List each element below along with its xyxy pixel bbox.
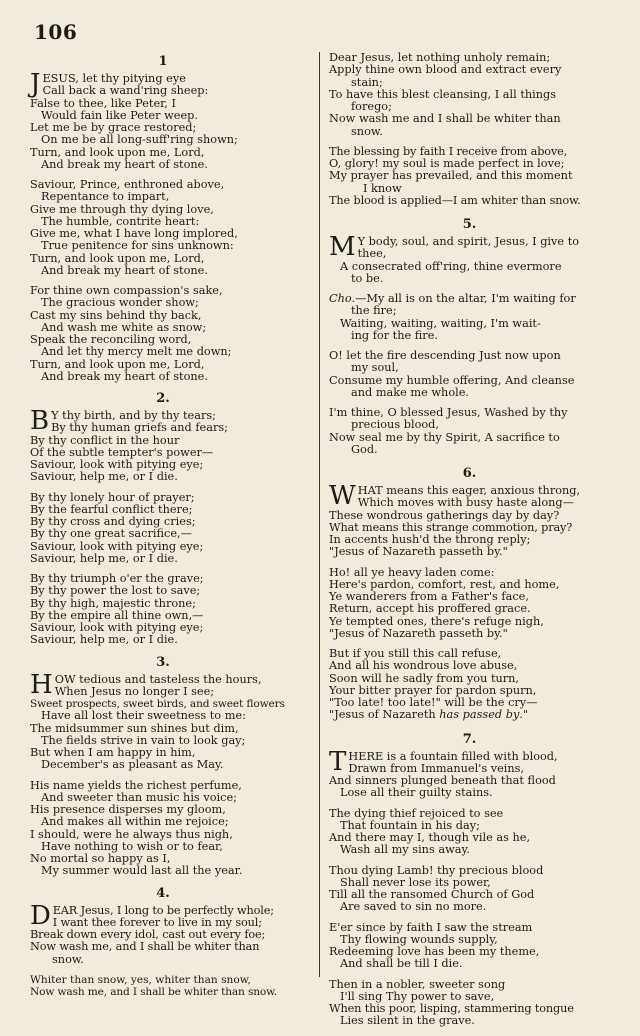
verse-line: Saviour, Prince, enthroned above, [30,178,225,191]
verse-line: His name yields the richest perfume, [30,778,242,792]
verse-line: JESUS, let thy pitying eye [30,69,186,99]
hymn-4-stanza-1 [30,900,296,966]
verse-line: By thy power the lost to save; [30,584,201,598]
verse-line: WHAT means this eager, anxious throng, [329,481,581,511]
hymn-5-stanza-1 [329,232,610,285]
verse-line: Turn, and look upon me, Lord, [30,251,205,265]
verse-line: By thy cross and dying cries; [30,515,196,528]
verse-line: Lies silent in the grave. [340,1014,475,1028]
verse-line: Ho! all ye heavy laden come: [329,565,495,579]
verse-line: BY thy birth, and by thy tears; [30,406,216,436]
hymn-number-6: 6. [462,466,477,481]
hymn-1-stanza-1 [30,69,296,171]
hymn-3-stanza-1 [30,669,296,772]
verse-line: And break my heart of stone. [41,157,208,171]
verse-line: Your bitter prayer for pardon spurn, [329,683,537,697]
verse-line: By thy triumph o'er the grave; [30,572,204,585]
verse-line: True penitence for sins unknown: [41,239,234,253]
verse-line: Drawn from Immanuel's veins, [348,761,525,775]
verse-line: "Too late! too late!" will be the cry— [329,696,538,709]
verse-line: God. [351,442,378,456]
hymn-4-stanza-3 [329,146,610,207]
verse-line: Turn, and look upon me, Lord, [30,145,205,159]
verse-line: By thy high, majestic throne; [30,596,196,610]
verse-line: Sweet prospects, sweet birds, and sweet flowers [30,698,285,710]
hymn-2-stanza-3 [30,573,296,647]
verse-line: "Jesus of Nazareth passeth by." [329,545,508,559]
verse-line: Call back a wand'ring sheep: [42,84,209,98]
left-column [30,52,296,1006]
chorus-label: Cho. [329,292,356,305]
verse-line: I know [363,181,402,195]
verse-line: and make me whole. [351,385,470,399]
verse-line: thee, [357,247,387,261]
hymn-number-1: 1 [158,54,168,69]
hymn-7-stanza-4 [329,922,610,971]
verse-line: O, glory! my soul is made perfect in love; [329,157,565,170]
hymn-3-stanza-2 [30,780,296,878]
verse-line: And break my heart of stone. [41,369,208,383]
verse-line: snow. [52,952,84,966]
hymn-7-stanza-2 [329,808,610,857]
verse-line: I'll sing Thy power to save, [340,989,495,1003]
verse-line: And sweeter than music his voice; [41,790,237,804]
verse-line: Consume my humble offering, And cleanse [329,373,575,387]
verse-line: stain; [351,75,383,89]
verse-line: To have this blest cleansing, I all things [329,87,557,101]
hymn-number-2: 2. [156,391,170,406]
hymn-6-stanza-2 [329,567,610,641]
verse-line: Wash all my sins away. [340,843,470,857]
verse-line: But if you still this call refuse, [329,647,502,660]
verse-line: Saviour, help me, or I die. [30,470,178,484]
verse-line: Here's pardon, comfort, rest, and home, [329,577,560,591]
verse-line: MY body, soul, and spirit, Jesus, I give to [329,232,580,262]
verse-line: Now seal me by thy Spirit, A sacrifice to [329,430,560,444]
verse-line: The fields strive in vain to look gay; [41,733,246,747]
verse-line: Thy flowing wounds supply, [340,932,498,946]
verse-line: Repentance to impart, [41,190,170,204]
verse-line: His presence disperses my gloom, [30,803,226,816]
hymn-7-stanza-3 [329,865,610,914]
verse-line: The humble, contrite heart: [41,214,200,228]
verse-line: Till all the ransomed Church of God [329,888,535,901]
refrain-line: Now wash me, and I shall be whiter than snow. [30,986,278,998]
verse-line: Saviour, look with pitying eye; [30,458,204,471]
verse-line: Break down every idol, cast out every foe; [30,928,266,941]
verse-line: And break my heart of stone. [41,263,208,277]
verse-line: Give me, what I have long implored, [30,227,238,240]
verse-line: Now wash me, and I shall be whiter than [30,940,260,954]
verse-line: Saviour, help me, or I die. [30,551,178,565]
verse-line: My summer would last all the year. [41,864,243,878]
verse-line: Soon will he sadly from you turn, [329,671,520,685]
verse-line: I'm thine, O blessed Jesus, Washed by thy [329,406,568,419]
hymn-number-4: 4. [156,885,170,901]
hymn-1-stanza-2 [30,179,296,277]
verse-line: Ye wanderers from a Father's face, [329,590,529,603]
verse-line: Return, accept his proffered grace. [329,602,531,616]
verse-line: Are saved to sin no more. [340,900,487,914]
verse-line: On me be all long-suff'ring shown; [41,133,238,147]
verse-fragment-italic: has passed by [439,708,520,722]
chorus-text: —My all is on the altar, I'm waiting for [355,292,576,305]
verse-line: forego; [351,100,392,113]
verse-line [329,709,610,721]
verse-line: For thine own compassion's sake, [30,284,223,297]
verse-line: When this poor, lisping, stammering tongue [329,1002,574,1015]
column-divider [319,52,320,977]
verse-line: What means this strange commotion, pray? [329,520,573,534]
hymn-4-stanza-2 [329,52,610,138]
verse-fragment: ." [519,708,529,722]
verse-line: DEAR Jesus, I long to be perfectly whole; [30,900,274,931]
verse-line: By thy lonely hour of prayer; [30,490,195,504]
verse-line: The gracious wonder show; [41,296,199,310]
hymn-2-stanza-2 [30,492,296,566]
chorus-line: ing for the fire. [351,328,438,342]
verse-line: precious blood, [351,418,439,432]
verse-line: Shall never lose its power, [340,875,491,889]
hymn-6-stanza-3 [329,648,610,722]
hymn-number-3: 3. [156,654,170,670]
verse-line: Let me be by grace restored; [30,121,197,134]
verse-line: And wash me white as snow; [41,320,207,334]
verse-line: The blood is applied—I am whiter than snow. [329,193,581,207]
verse-line: My prayer has prevailed, and this moment [329,169,573,183]
verse-line: Turn, and look upon me, Lord, [30,357,205,371]
verse-line: A consecrated off'ring, thine evermore [340,259,562,273]
verse-line: Give me through thy dying love, [30,202,214,216]
verse-line: to be. [351,271,384,285]
verse-line: Thou dying Lamb! thy precious blood [329,863,544,877]
verse-line: By the fearful conflict there; [30,502,193,516]
hymn-5-chorus [329,293,610,342]
verse-line: Now wash me and I shall be whiter than [329,112,561,126]
hymn-7-stanza-1 [329,746,610,800]
verse-line: Speak the reconciling word, [30,333,192,346]
chorus-line: Waiting, waiting, waiting, I'm wait- [340,316,541,330]
refrain-line: Whiter than snow, yes, whiter than snow, [30,973,251,986]
verse-line: I should, were he always thus nigh, [30,827,233,841]
verse-line: THERE is a fountain filled with blood, [329,746,558,777]
verse-line: The dying thief rejoiced to see [329,806,504,820]
verse-line: And makes all within me rejoice; [41,815,229,829]
verse-line: By thy human griefs and fears; [51,421,228,435]
verse-line: Apply thine own blood and extract every [329,63,562,77]
verse-line: O! let the fire descending Just now upon [329,349,561,362]
verse-line: Have nothing to wish or to fear, [41,839,223,853]
verse-line: By the empire all thine own,— [30,608,204,622]
verse-line: Have all lost their sweetness to me: [41,709,246,723]
verse-fragment: "Jesus of Nazareth [329,708,440,722]
verse-line: Saviour, look with pitying eye; [30,621,204,634]
verse-line: my soul, [351,361,399,375]
verse-line: "Jesus of Nazareth passeth by." [329,626,508,640]
verse-line: Then in a nobler, sweeter song [329,977,506,991]
verse-line: No mortal so happy as I, [30,852,171,865]
verse-line: December's as pleasant as May. [41,758,224,772]
hymn-5-stanza-2 [329,350,610,399]
verse-line: Cast my sins behind thy back, [30,308,202,322]
verse-line: Saviour, look with pitying eye; [30,539,204,553]
verse-line: HOW tedious and tasteless the hours, [30,669,262,700]
hymn-number-5: 5. [462,217,477,232]
verse-line: Ye tempted ones, there's refuge nigh, [329,614,544,628]
verse-line: False to thee, like Peter, I [30,96,176,110]
verse-line: I want thee forever to live in my soul; [52,915,262,929]
chorus-line: the fire; [351,304,397,318]
hymn-number-7: 7. [462,731,477,747]
hymn-5-stanza-3 [329,407,610,456]
verse-line: But when I am happy in him, [30,746,196,759]
verse-line: Would fain like Peter weep. [41,108,198,122]
verse-line: The midsummer sun shines but dim, [30,721,239,735]
verse-line: And shall be till I die. [340,957,463,971]
hymn-1-stanza-3 [30,285,296,383]
verse-line: Redeeming love has been my theme, [329,945,540,958]
hymn-7-stanza-5 [329,979,610,1028]
verse-line: Of the subtle tempter's power— [30,445,214,459]
hymn-2-stanza-1 [30,406,296,484]
verse-line: And all his wondrous love abuse, [329,659,518,673]
page-number: 106 [34,20,78,44]
verse-line: Dear Jesus, let nothing unholy remain; [329,51,551,64]
verse-line: These wondrous gatherings day by day? [329,508,560,522]
verse-line: By thy conflict in the hour [30,433,180,447]
verse-line: In accents hush'd the throng reply; [329,533,531,546]
right-column [329,52,610,1036]
verse-line: That fountain in his day; [340,818,480,832]
verse-line: The blessing by faith I receive from above, [329,144,568,158]
verse-line: Saviour, help me, or I die. [30,633,178,647]
verse-line: And there may I, though vile as he, [329,831,531,844]
verse-line: By thy one great sacrifice,— [30,527,192,541]
verse-line: When Jesus no longer I see; [54,684,215,698]
verse-line: And let thy mercy melt me down; [41,345,232,359]
verse-line: snow. [351,124,383,138]
verse-line: And sinners plunged beneath that flood [329,774,556,787]
verse-line: E'er since by faith I saw the stream [329,920,533,934]
verse-line: Lose all their guilty stains. [340,786,493,800]
verse-line: Which moves with busy haste along— [357,496,574,510]
hymn-6-stanza-1 [329,481,610,559]
hymn-4-refrain [30,974,296,999]
